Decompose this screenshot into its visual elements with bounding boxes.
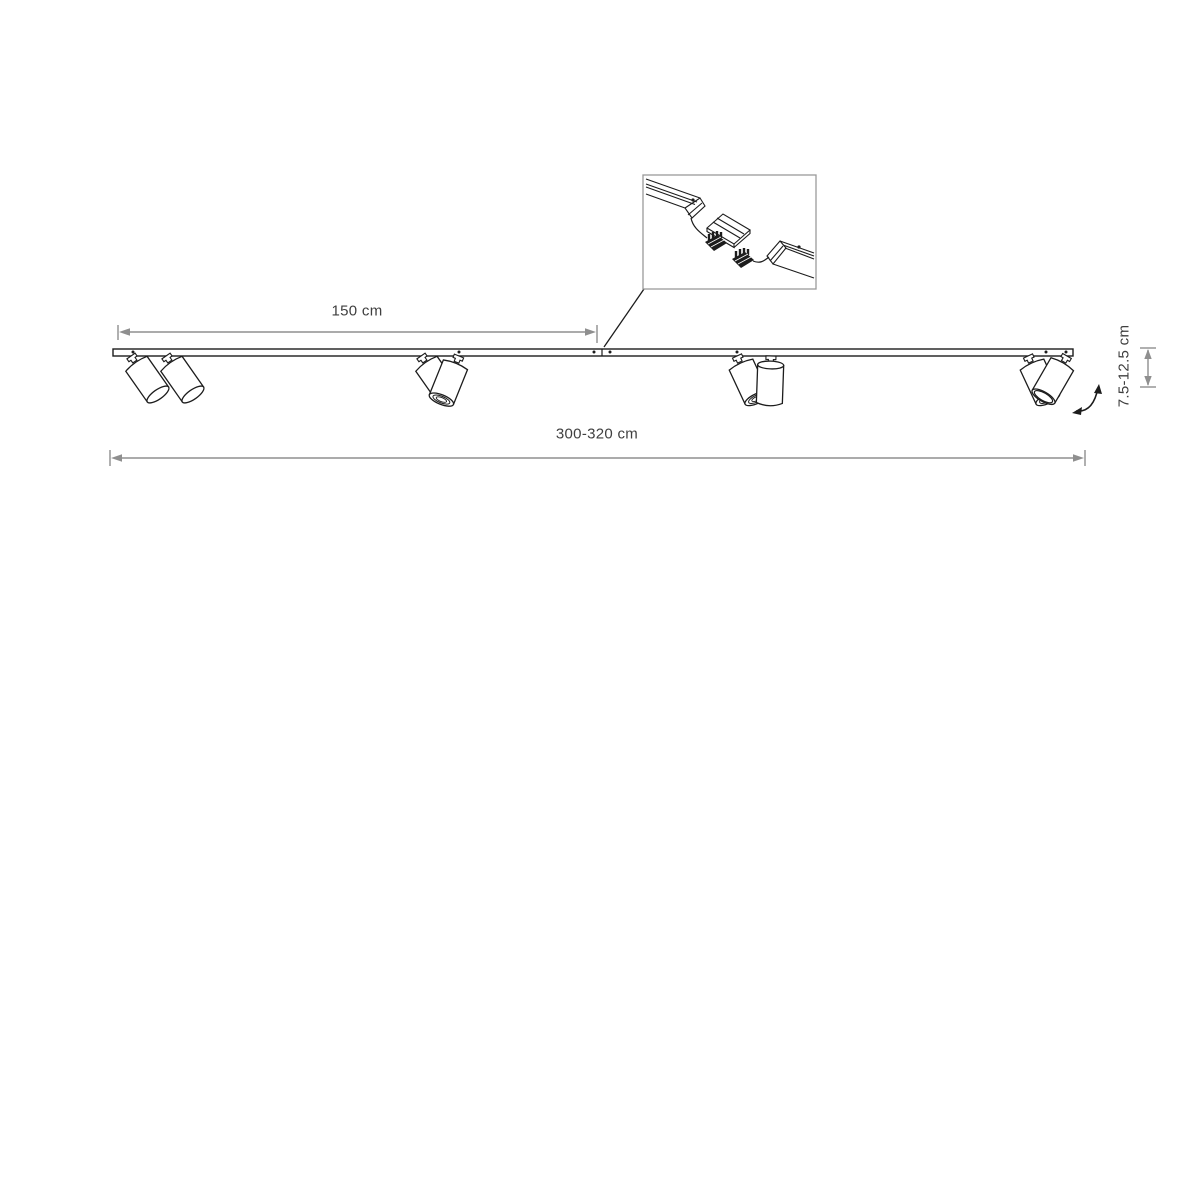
dimension-7-5-12-5cm — [1140, 348, 1156, 387]
connector-inset — [643, 175, 816, 289]
inset-leader-line — [604, 289, 644, 347]
dimension-arrow-icon — [1073, 454, 1084, 462]
dimension-arrow-icon — [1144, 349, 1151, 359]
dimension-150cm — [118, 325, 597, 343]
total-length-label: 300-320 cm — [555, 425, 639, 443]
dimension-arrow-icon — [119, 328, 130, 336]
screw-dot-icon — [797, 245, 800, 248]
spotlight-group — [120, 349, 1078, 409]
dimension-arrow-icon — [111, 454, 122, 462]
dimension-arrow-icon — [585, 328, 596, 336]
segment-length-label: 150 cm — [331, 302, 383, 320]
dimension-300-320cm — [110, 450, 1085, 466]
ceiling-rail — [113, 349, 1073, 356]
screw-dot-icon — [691, 198, 694, 201]
rotation-arrow-icon — [1072, 384, 1102, 415]
spotlight-6 — [756, 356, 784, 407]
dimension-arrow-icon — [1144, 376, 1151, 386]
spot-height-label: 7.5-12.5 cm — [1115, 324, 1133, 408]
